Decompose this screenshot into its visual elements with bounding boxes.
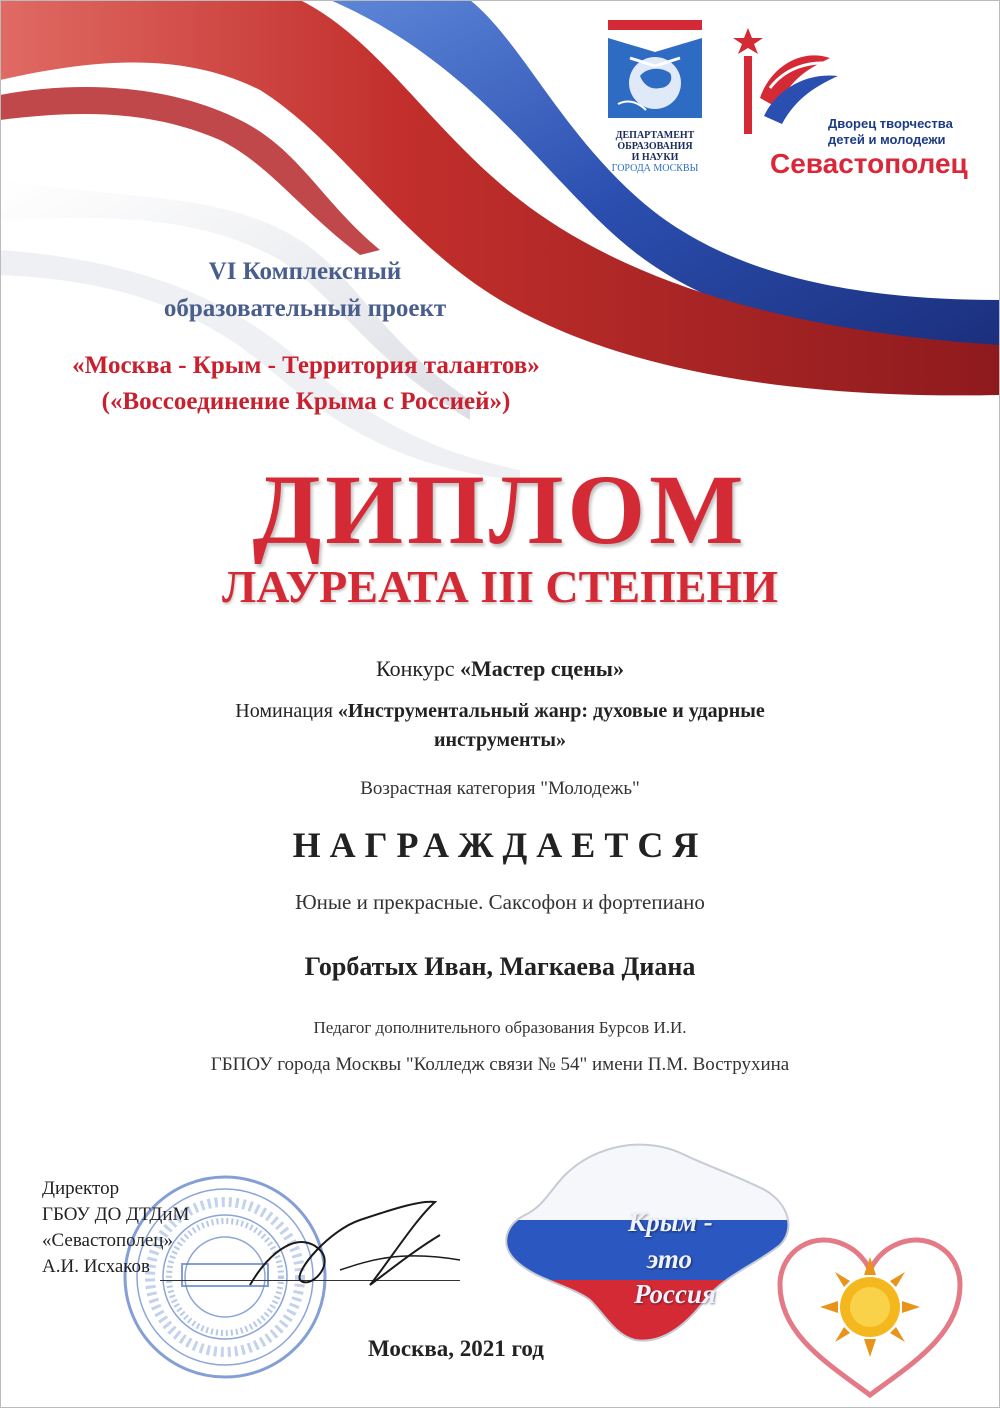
contest-prefix: Конкурс: [376, 656, 455, 681]
nomination-line-2: [0, 729, 1000, 752]
project-line-3: «Москва - Крым - Территория талантов»: [72, 352, 540, 379]
work-title: Юные и прекрасные. Саксофон и фортепиано: [295, 890, 705, 914]
nomination-name-2: инструменты»: [433, 729, 567, 751]
diploma-title: ДИПЛОМ: [252, 454, 748, 565]
participants: Горбатых Иван, Магкаева Диана: [304, 952, 696, 981]
department-line-4: ГОРОДА МОСКВЫ: [611, 163, 699, 174]
sun-heart-icon: [770, 1225, 970, 1405]
age-category: Возрастная категория "Молодежь": [360, 778, 640, 799]
sevastopolets-logo: [730, 28, 980, 198]
nomination-prefix: Номинация: [235, 700, 333, 722]
contest-line: [0, 656, 1000, 682]
department-globe-logo-icon: [600, 18, 710, 128]
director-line-3: «Севастополец»: [42, 1230, 173, 1251]
director-line-4: А.И. Исхаков: [42, 1256, 151, 1277]
department-line-2: ОБРАЗОВАНИЯ: [617, 141, 693, 152]
sevastopolets-line-1: Дворец творчества: [828, 116, 953, 131]
diploma-subtitle: ЛАУРЕАТА III СТЕПЕНИ: [221, 561, 779, 612]
teacher: Педагог дополнительного образования Бурсов И.И.: [313, 1018, 687, 1037]
department-logo: [600, 18, 720, 183]
director-line-1: Директор: [42, 1178, 120, 1199]
project-line-1: VI Комплексный: [208, 258, 402, 285]
department-line-3: И НАУКИ: [631, 152, 679, 163]
organization: ГБПОУ города Москвы "Колледж связи № 54" имени П.М. Вострухина: [210, 1054, 790, 1075]
department-line-1: ДЕПАРТАМЕНТ: [615, 130, 695, 141]
sevastopolets-line-2: детей и молодежи: [828, 132, 946, 147]
sevastopolets-name: Севастополец: [770, 148, 968, 179]
nomination-name-1: «Инструментальный жанр: духовые и ударные: [337, 700, 765, 722]
director-line-2: ГБОУ ДО ДТДиМ: [42, 1204, 190, 1225]
awarded-heading: НАГРАЖДАЕТСЯ: [292, 825, 708, 865]
contest-name: «Мастер сцены»: [460, 656, 624, 681]
sevastopolets-logo-icon: [730, 28, 840, 148]
department-logo-text: [600, 130, 710, 174]
crimea-slogan-line-3: Россия: [634, 1279, 716, 1309]
crimea-slogan-line-2: это: [647, 1244, 692, 1274]
place-date: Москва, 2021 год: [368, 1336, 544, 1361]
nomination-line-1: [0, 700, 1000, 723]
crimea-slogan-line-1: Крым -: [628, 1207, 713, 1237]
project-line-4: («Воссоединение Крыма с Россией»): [101, 388, 511, 415]
project-line-2: образовательный проект: [163, 295, 447, 322]
signature-icon: [240, 1190, 470, 1310]
